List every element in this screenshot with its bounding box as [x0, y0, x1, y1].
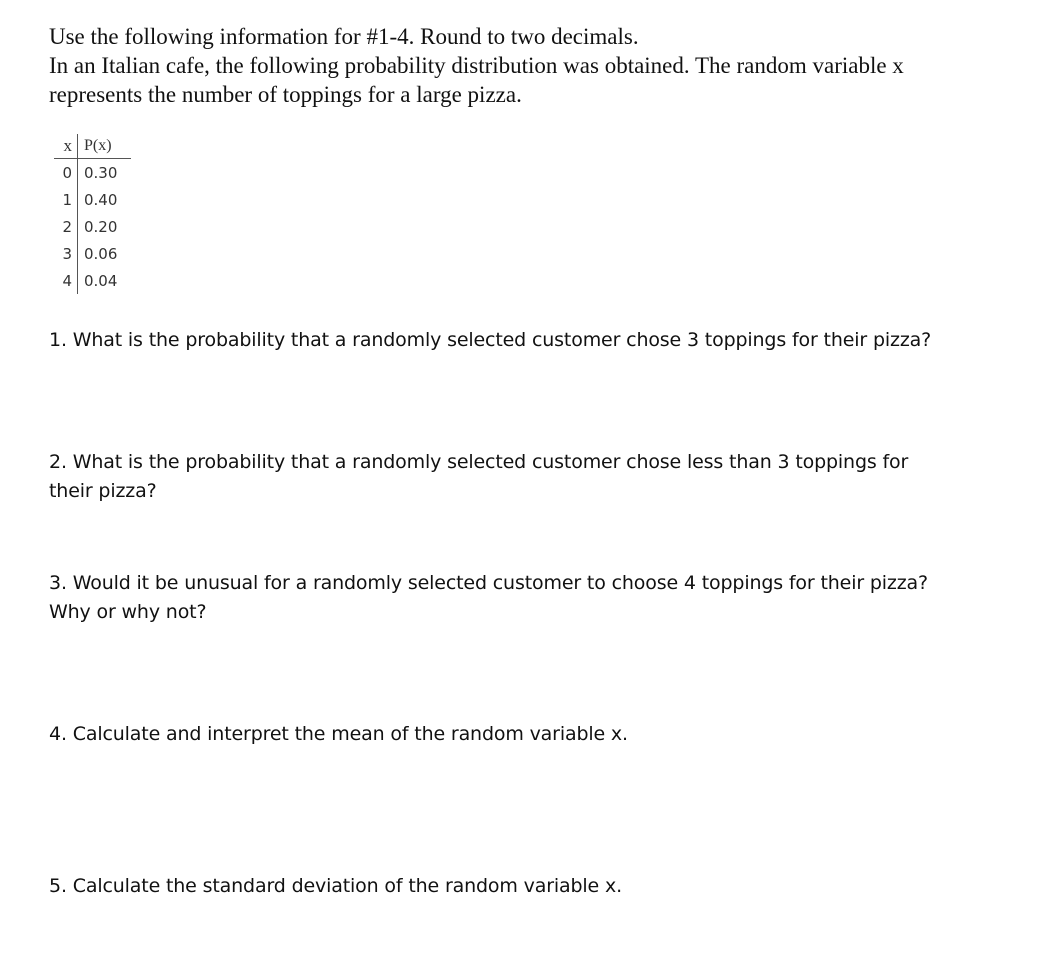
table-row	[54, 213, 131, 240]
cell-px: 0.04	[77, 267, 131, 294]
question-3-line-1: 3. Would it be unusual for a randomly selected customer to choose 4 toppings for their pizza?	[49, 572, 928, 594]
question-3	[49, 569, 1009, 627]
cell-px: 0.40	[77, 186, 131, 213]
question-2-line-1: 2. What is the probability that a randomly selected customer chose less than 3 toppings for	[49, 451, 909, 473]
cell-x: 4	[62, 271, 72, 290]
cell-x: 1	[62, 190, 72, 209]
column-header-px: P(x)	[77, 134, 131, 158]
cell-x: 0	[62, 163, 72, 182]
question-4-text: 4. Calculate and interpret the mean of the random variable x.	[49, 723, 628, 745]
cell-px: 0.20	[77, 213, 131, 240]
question-2-line-2: their pizza?	[49, 480, 157, 502]
intro-text	[49, 22, 1029, 109]
question-5-text: 5. Calculate the standard deviation of the random variable x.	[49, 875, 622, 897]
question-3-line-2: Why or why not?	[49, 601, 207, 623]
table-row	[54, 159, 131, 186]
intro-line-2: In an Italian cafe, the following probability distribution was obtained. The random variable x	[49, 53, 904, 78]
cell-px: 0.30	[77, 159, 131, 186]
question-5	[49, 872, 1009, 901]
probability-distribution-table	[54, 134, 131, 294]
question-2	[49, 448, 1009, 506]
cell-x: 3	[62, 244, 72, 263]
cell-px: 0.06	[77, 240, 131, 267]
table-row	[54, 267, 131, 294]
column-header-x: x	[63, 136, 72, 155]
cell-x: 2	[62, 217, 72, 236]
table-header-row	[54, 134, 131, 159]
question-4	[49, 720, 1009, 749]
table-row	[54, 240, 131, 267]
question-1-text: 1. What is the probability that a randomly selected customer chose 3 toppings for their pizza?	[49, 329, 932, 351]
intro-line-3: represents the number of toppings for a large pizza.	[49, 82, 522, 107]
intro-line-1: Use the following information for #1-4. Round to two decimals.	[49, 24, 639, 49]
question-1	[49, 326, 1009, 355]
table-row	[54, 186, 131, 213]
